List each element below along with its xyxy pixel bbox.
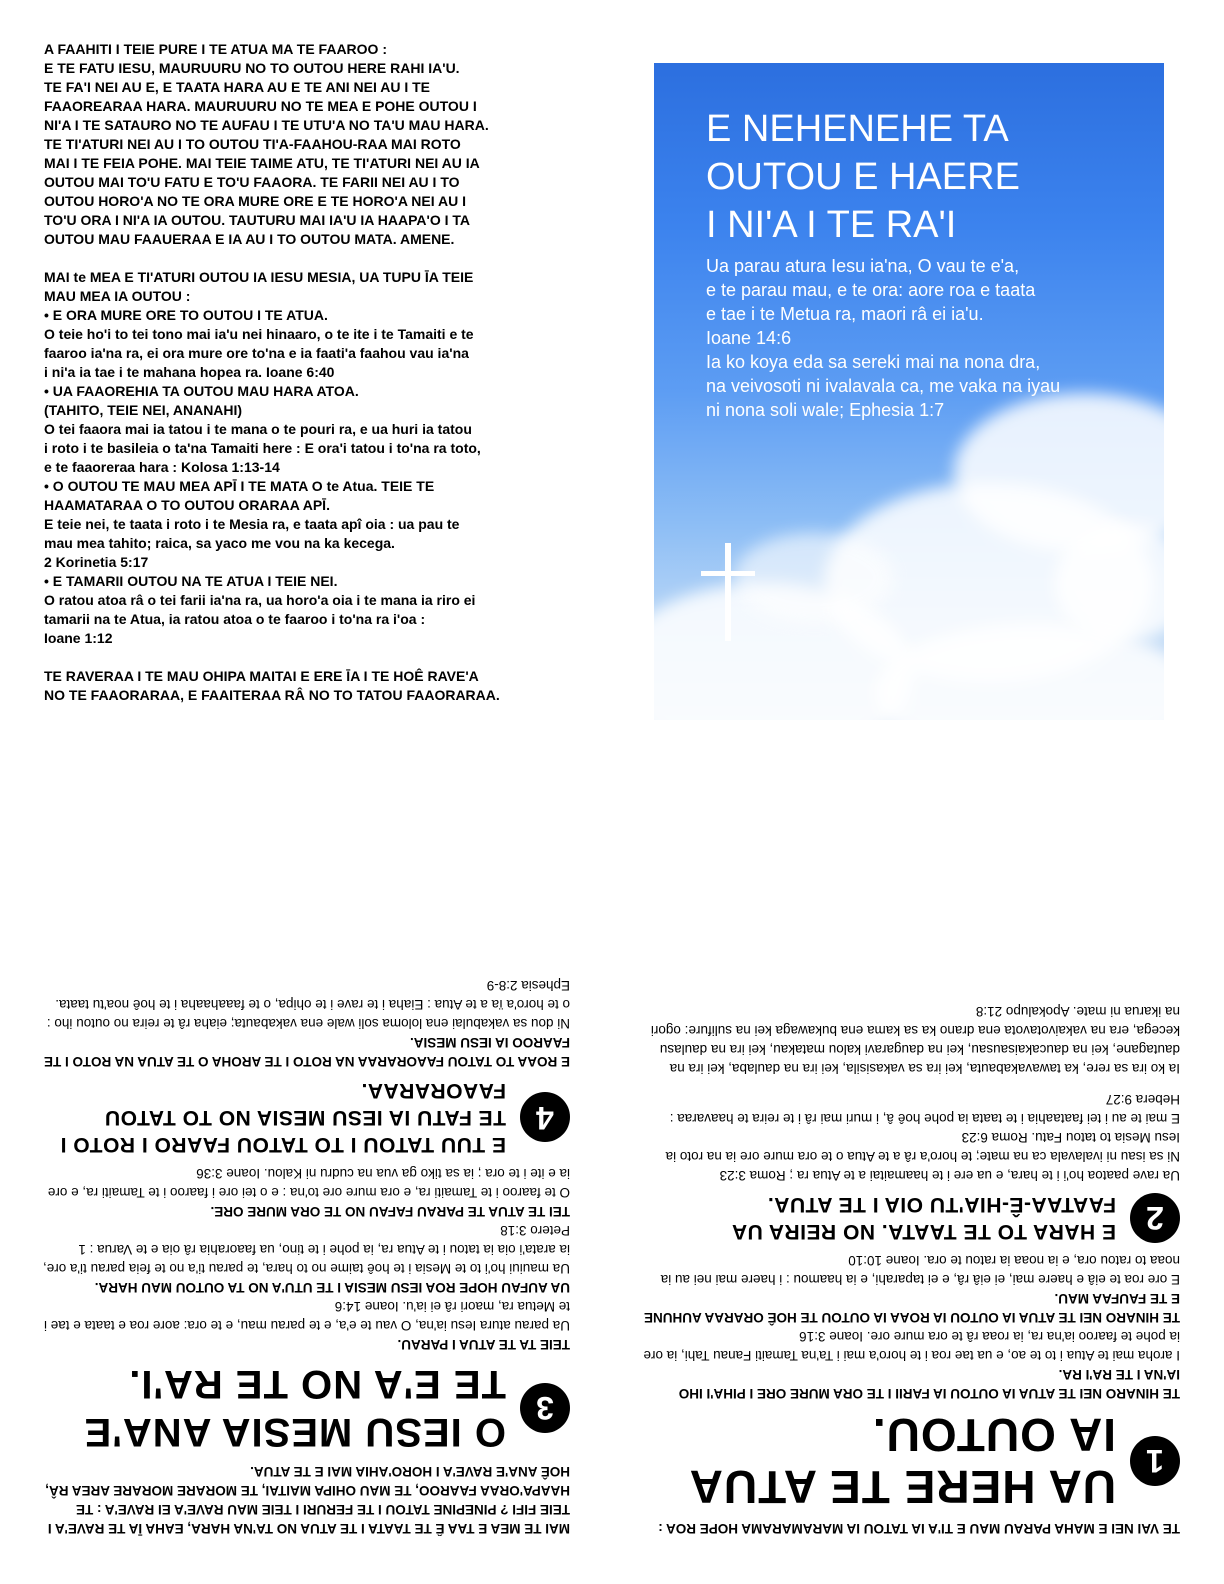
section-3-verse: Ua parau atura Iesu ia'na, O vau te e'a, e te parau mau, e te ora: aore roa e taata e tae i te Metua ra, maori râ ei ia'u. Ioane 14:6 <box>44 1299 570 1333</box>
section-4-heading <box>40 1077 570 1158</box>
prayer-line: MAI te MEA E TI'ATURI OUTOU IA IESU MESIA, UA TUPU ĪA TEIE <box>44 269 474 285</box>
number-badge: 4 <box>520 1093 570 1143</box>
section-3-heading <box>40 1360 570 1456</box>
cover-verse-line: na veivosoti ni ivalavala ca, me vaka na iyau <box>706 376 1061 396</box>
number-badge: 1 <box>1130 1436 1180 1486</box>
cover-title-line: E NEHENEHE TA <box>706 108 1009 150</box>
prayer-line: O ratou atoa râ o tei farii ia'na ra, ua horo'a oia i te mana ia riro ei <box>44 592 476 608</box>
section-1-heading <box>640 1409 1180 1513</box>
intro-text: TE VAI NEI E MAHA PARAU MAU E TI'A IA TATOU IA MARAMARAMA HOPE ROA : <box>658 1521 1180 1536</box>
spacer <box>640 1078 1180 1090</box>
section-4-caps: E ROAA TO TATOU FAAORARAA NA ROTO I TE AROHA O TE ATUA NA ROTO I TE FAAROO IA IESU MESIA. <box>44 1035 570 1069</box>
panel-points-1-2 <box>640 838 1180 1538</box>
prayer-line: O tei faaora mai ia tatou i te mana o te pouri ra, e ua huri ia tatou <box>44 421 472 437</box>
prayer-line: (TAHITO, TEIE NEI, ANANAHI) <box>44 402 243 418</box>
cover-title <box>706 105 1146 249</box>
cloud-shape <box>734 533 894 623</box>
cross-icon <box>725 543 731 641</box>
cross-icon-bar <box>701 571 755 576</box>
section-1-title-line: UA HERE TE ATUA <box>688 1461 1116 1513</box>
prayer-line: tamarii na te Atua, ia ratou atoa o te faaroo i to'na ra i'oa : <box>44 611 426 627</box>
section-1-verse: E ore roa te eiâ e haere mai, ei eiâ râ, e ei taparahi, e ia haamou : i haere mai nei au ia noaa to ratou ora, e ia noaa ia ratou te ora. Ioane 10:10 <box>660 1253 1180 1287</box>
section-2-verse: Ua rave paatoa ho'i i te hara, e ua ere i te haamaitai a te Atua ra ; Roma 3:23 <box>719 1168 1180 1183</box>
section-1-caps: TE HINARO NEI TE ATUA IA OUTOU IA ROAA IA OUTOU TE HOÊ ORARAA AUHUNE E TE FAUFAA MAU. <box>643 1291 1180 1325</box>
section-3-caps: UA AUFAU HOPE ROA IESU MESIA I TE UTU'A NO TA OUTOU MAU HARA. <box>94 1280 570 1295</box>
section-1-title <box>689 1409 1116 1513</box>
cover-verse-line: ni nona soli wale; Ephesia 1:7 <box>706 400 945 420</box>
prayer-line: TO'U ORA I NI'A IA OUTOU. TAUTURU MAI IA'U IA HAAPA'O I TA <box>44 212 471 228</box>
section-1-caps: TE HINARO NEI TE ATUA IA OUTOU IA FARII I TE ORA MURE ORE I PIHA'I IHO IA'NA I TE RA'I RA. <box>678 1367 1180 1401</box>
cover-title-line: I NI'A I TE RA'I <box>706 204 957 246</box>
section-4-title: E TUU TATOU I TO TATOU FAARO I ROTO I TE FATU IA IESU MESIA NO TO TATOU FAAORARAA. <box>60 1079 506 1156</box>
prayer-line: A FAAHITI I TEIE PURE I TE ATUA MA TE FAAROO : <box>44 41 387 57</box>
cover-verses <box>706 254 1146 422</box>
cover-verse-line: Ioane 14:6 <box>706 328 792 348</box>
section-3-title-line: TE E'A NO TE RA'I. <box>128 1362 506 1406</box>
number-badge: 3 <box>520 1383 570 1433</box>
panel-points-3-4 <box>40 838 570 1538</box>
section-3-verse: Ua mauiui ho'i to te Mesia i te hoê taime no to hara, te parau ti'a no te feia parau ti'a ore, ia arata'i oia ia tatou i te Atua ra, ia pohe i te tino, ua faaorahia râ oia e te Varua : 1 Petero 3:18 <box>42 1223 570 1276</box>
prayer-line: FAAOREARAA HARA. MAURUURU NO TE MEA E POHE OUTOU I <box>44 98 477 114</box>
prayer-line: MAI I TE FEIA POHE. MAI TEIE TAIME ATU, TE TI'ATURI NEI AU IA <box>44 155 480 171</box>
prayer-line: E TE FATU IESU, MAURUURU NO TO OUTOU HERE RAHI IA'U. <box>44 60 460 76</box>
blank-line <box>44 648 604 667</box>
prayer-line: TE FA'I NEI AU E, E TAATA HARA AU E TE ANI NEI AU I TE <box>44 79 431 95</box>
prayer-line: • O OUTOU TE MAU MEA APĪ I TE MATA O te Atua. TEIE TE <box>44 478 435 494</box>
prayer-line: MAU MEA IA OUTOU : <box>44 288 191 304</box>
section-3-title-line: O IESU MESIA ANA'E <box>83 1410 506 1454</box>
prayer-line: TE RAVERAA I TE MAU OHIPA MAITAI E ERE ĪA I TE HOÊ RAVE'A <box>44 668 479 684</box>
prayer-line: OUTOU MAU FAAUERAA E IA AU I TO OUTOU MATA. AMENE. <box>44 231 455 247</box>
prayer-line: NO TE FAAORARAA, E FAAITERAA RÂ NO TO TATOU FAAORARAA. <box>44 687 500 703</box>
section-1-verse: I aroha mai te Atua i to te ao, e ua tae roa i te horo'a mai i Ta'na Tamaiti Fanau Tahi, ia ore ia pohe te faaroo ia'na ra, ia roaa râ te ora mure ore. Ioane 3:16 <box>643 1329 1180 1363</box>
prayer-line: NI'A I TE SATAURO NO TE AUFAU I TE UTU'A NO TA'U MAU HARA. <box>44 117 489 133</box>
section-3-title <box>84 1360 506 1456</box>
prayer-line: • E TAMARII OUTOU NA TE ATUA I TEIE NEI. <box>44 573 338 589</box>
section-2-verse: Ni sa isau ni ivalavala ca na mate; te horo'a râ a te Atua o te ora mure ore ia na roto ia Iesu Mesia to tatou Fatu. Roma 6:23 <box>665 1130 1180 1164</box>
prayer-line: i roto i te basileia o ta'na Tamaiti here : E ora'i tatou i to'na ra toto, <box>44 440 481 456</box>
prayer-line: O teie ho'i to tei tono mai ia'u nei hinaaro, o te ite i te Tamaiti e te <box>44 326 474 342</box>
prayer-line: e te faaoreraa hara : Kolosa 1:13-14 <box>44 459 280 475</box>
cover-title-line: OUTOU E HAERE <box>706 156 1020 198</box>
section-2-heading <box>640 1191 1180 1245</box>
prayer-line: HAAMATARAA O TO OUTOU ORARAA APĪ. <box>44 497 330 513</box>
section-2-verse: E mai te au i tei faataahia i te taata ia pohe hoê â, i muri mai râ i te reira te haavaraa : Hebera 9:27 <box>669 1092 1180 1126</box>
prayer-line: • E ORA MURE ORE TO OUTOU I TE ATUA. <box>44 307 328 323</box>
cover-verse-line: e te parau mau, e te ora: aore roa e taata <box>706 280 1036 300</box>
prayer-line: TE TI'ATURI NEI AU I TO OUTOU TI'A-FAAHOU-RAA MAI ROTO <box>44 136 461 152</box>
section-3-verse: O te faaroo i te Tamaiti ra, e ora mure ore to'na : e o tei ore i faaroo i te Tamaiti ra, e ore ia e ite i te ora ; ia sa tiko ga vua na cudru ni Kalou. Ioane 3:36 <box>47 1166 570 1200</box>
prayer-line: E teie nei, te taata i roto i te Mesia ra, e taata apî oia : ua pau te <box>44 516 460 532</box>
cover-image-panel <box>654 63 1164 720</box>
section-3-caps: TEI TE ATUA TE PARAU FAFAU NO TE ORA MURE ORE. <box>210 1204 570 1219</box>
section-3-caps: TEIE TA TE ATUA I PARAU. <box>397 1337 570 1352</box>
section-4-verse: Ni dou sa vakabulai ena loloma soli wale ena vakabauta; eiaha râ te reira no outou iho : o te horo'a ïa a te Atua : Eiaha i te rave i te ohipa, o te faaahaaha i te hoê noa'tu taata. Ephesia 2:8-9 <box>46 978 570 1031</box>
section-2-verse: Ia ko ira sa rere, ka tawavakabauta, kei ira sa vakasisila, kei ira na daulaba, kei ira na dautagane, kei na daucakaisausau, kei na daugaravi kalou matakau, kei ira na daulasu kecega, era na vakaivotavota ena drano ka sa kama ena bukawaga kei na sulifure: ogori na ikarua ni mate. Apokalupo 21:8 <box>650 1004 1180 1076</box>
prayer-line: Ioane 1:12 <box>44 630 113 646</box>
section-2-title: E HARA TO TE TAATA. NO REIRA UA FAATAA-Ê-HIA'TU OIA I TE ATUA. <box>732 1193 1116 1243</box>
prayer-block <box>44 40 604 705</box>
prayer-line: OUTOU MAI TO'U FATU E TO'U FAAORA. TE FARII NEI AU I TO <box>44 174 460 190</box>
number-badge: 2 <box>1130 1193 1180 1243</box>
prayer-line: i ni'a ia tae i te mahana hopea ra. Ioane 6:40 <box>44 364 335 380</box>
cover-verse-line: Ua parau atura Iesu ia'na, O vau te e'a, <box>706 256 1020 276</box>
section-1-title-line: IA OUTOU. <box>871 1409 1116 1461</box>
blank-line <box>44 249 604 268</box>
prayer-line: 2 Korinetia 5:17 <box>44 554 149 570</box>
prayer-line: • UA FAAOREHIA TA OUTOU MAU HARA ATOA. <box>44 383 359 399</box>
intro-text: MAI TE MEA E TAA Ê TE TAATA I TE ATUA NO TA'NA HARA, EAHA ĪA TE RAVE'A I TEIE FIFI ? PINEPINE TATOU I TE FERURI I TEIE MAU RAVE'A EI RAVE'A : TE HAAPA'ORAA FAAROO, TE MAU OHIPA MAITAI, TE MORARE MORARE AREA RÂ, HOÊ ANA'E RAVE'A I HORO'AHIA MAI E TE ATUA. <box>45 1464 570 1536</box>
prayer-line: OUTOU HORO'A NO TE ORA MURE ORE E TE HORO'A NEI AU I <box>44 193 467 209</box>
cover-verse-line: Ia ko koya eda sa sereki mai na nona dra, <box>706 352 1041 372</box>
cover-verse-line: e tae i te Metua ra, maori râ ei ia'u. <box>706 304 984 324</box>
prayer-line: mau mea tahito; raica, sa yaco me vou na ka kecega. <box>44 535 395 551</box>
prayer-line: faaroo ia'na ra, ei ora mure ore to'na e ia faati'a faahou vau ia'na <box>44 345 469 361</box>
